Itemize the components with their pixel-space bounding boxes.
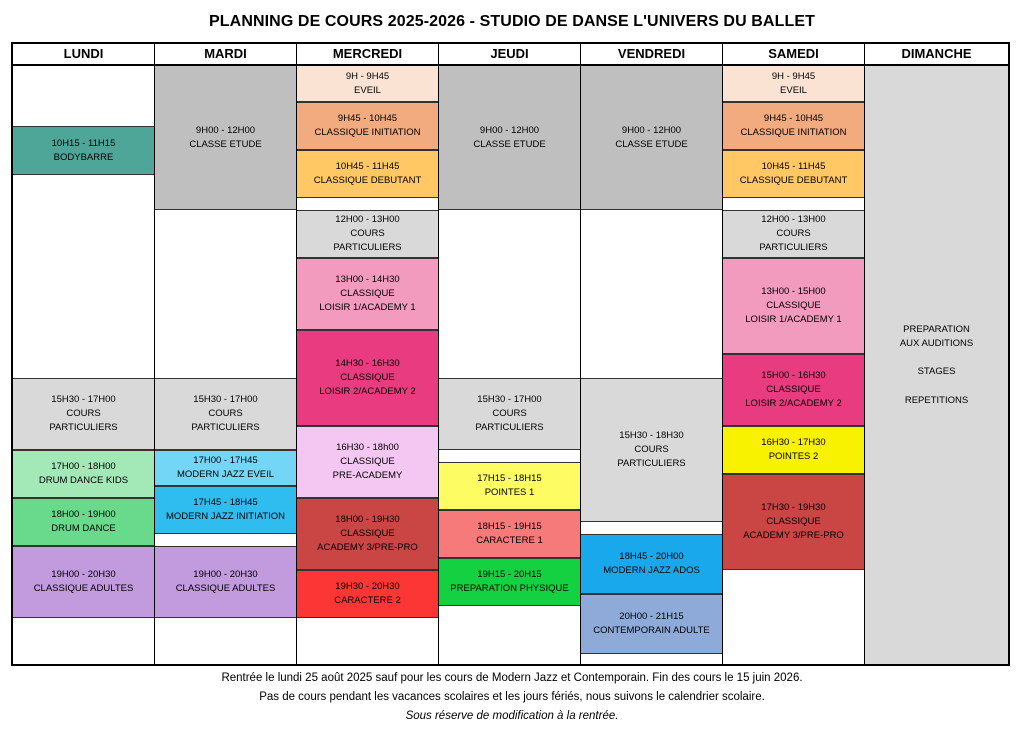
class-block — [297, 330, 438, 426]
column-mardi — [155, 44, 297, 664]
sunday-block — [865, 66, 1008, 664]
class-time: 9H45 - 10H45 — [337, 113, 398, 124]
class-name: CARACTERE 2 — [334, 595, 401, 606]
class-name: COURS PARTICULIERS — [49, 408, 118, 433]
class-block — [723, 66, 864, 102]
class-block — [723, 426, 864, 474]
class-time: 9H45 - 10H45 — [763, 113, 824, 124]
class-name: CONTEMPORAIN ADULTE — [593, 625, 710, 636]
class-block — [723, 210, 864, 258]
footer-line: Pas de cours pendant les vacances scolaires et les jours fériés, nous suivons le calendrier scolaire. — [259, 691, 765, 703]
class-block — [439, 66, 580, 210]
class-name: DRUM DANCE — [51, 523, 116, 534]
class-time: 13H00 - 14H30 — [335, 274, 400, 285]
day-header-dimanche: DIMANCHE — [865, 44, 1008, 66]
column-mercredi — [297, 44, 439, 664]
class-name: CLASSIQUE DEBUTANT — [313, 175, 422, 186]
class-block — [155, 66, 296, 210]
column-jeudi — [439, 44, 581, 664]
class-name: EVEIL — [354, 84, 381, 96]
class-name: CLASSIQUE DEBUTANT — [739, 175, 848, 186]
class-time: 19H00 - 20H30 — [193, 569, 258, 580]
class-block — [581, 66, 722, 210]
class-name: CLASSIQUE LOISIR 2/ACADEMY 2 — [745, 384, 842, 409]
class-block — [297, 570, 438, 618]
day-header-mardi: MARDI — [155, 44, 296, 66]
class-block — [723, 474, 864, 570]
class-time: 9H - 9H45 — [771, 70, 816, 82]
class-time: 10H15 - 11H15 — [51, 137, 116, 149]
class-time: 12H00 - 13H00 — [761, 214, 826, 225]
class-name: CLASSE ETUDE — [473, 138, 546, 150]
class-block — [13, 546, 154, 618]
class-time: 15H30 - 18H30 — [619, 430, 684, 441]
sunday-line: AUX AUDITIONS — [899, 338, 974, 349]
class-block — [723, 102, 864, 150]
class-name: CLASSE ETUDE — [189, 138, 262, 150]
class-name: MODERN JAZZ EVEIL — [176, 469, 275, 480]
class-block — [439, 462, 580, 510]
class-block — [13, 450, 154, 498]
class-time: 9H00 - 12H00 — [621, 124, 682, 136]
page-title: PLANNING DE COURS 2025-2026 - STUDIO DE DANSE L'UNIVERS DU BALLET — [209, 13, 815, 30]
column-lundi — [13, 44, 155, 664]
class-time: 17H30 - 19H30 — [761, 502, 826, 513]
column-vendredi — [581, 44, 723, 664]
class-block — [155, 486, 296, 534]
class-block — [297, 210, 438, 258]
class-block — [155, 378, 296, 450]
class-time: 18H00 - 19H30 — [335, 514, 400, 525]
class-time: 18H00 - 19H00 — [51, 509, 116, 520]
class-name: DRUM DANCE KIDS — [38, 475, 129, 486]
class-time: 18H15 - 19H15 — [477, 521, 542, 532]
class-block — [297, 426, 438, 498]
class-name: CLASSIQUE ACADEMY 3/PRE-PRO — [743, 516, 844, 541]
footer-line: Rentrée le lundi 25 août 2025 sauf pour les cours de Modern Jazz et Contemporain. Fin des cours le 15 juin 2026. — [221, 672, 803, 684]
class-block — [297, 498, 438, 570]
class-block — [297, 66, 438, 102]
class-time: 19H30 - 20H30 — [335, 581, 400, 592]
class-time: 15H00 - 16H30 — [761, 370, 826, 381]
class-name: MODERN JAZZ INITIATION — [165, 511, 286, 522]
day-header-lundi: LUNDI — [13, 44, 154, 66]
class-name: CLASSIQUE INITIATION — [314, 127, 421, 138]
class-name: CLASSIQUE LOISIR 1/ACADEMY 1 — [745, 300, 842, 325]
class-time: 9H00 - 12H00 — [479, 124, 540, 136]
class-time: 10H45 - 11H45 — [761, 161, 826, 172]
class-time: 14H30 - 16H30 — [335, 358, 400, 369]
class-name: COURS PARTICULIERS — [191, 408, 260, 433]
class-name: CLASSIQUE INITIATION — [740, 127, 847, 138]
class-block — [581, 378, 722, 522]
class-name: CLASSIQUE PRE-ACADEMY — [332, 456, 403, 481]
class-block — [297, 102, 438, 150]
class-name: EVEIL — [780, 84, 807, 96]
class-name: CLASSIQUE LOISIR 2/ACADEMY 2 — [319, 372, 416, 397]
class-time: 15H30 - 17H00 — [51, 394, 116, 405]
class-time: 10H45 - 11H45 — [335, 161, 400, 172]
column-dimanche — [865, 44, 1008, 664]
class-time: 18H45 - 20H00 — [619, 551, 684, 562]
class-time: 19H00 - 20H30 — [51, 569, 116, 580]
day-header-mercredi: MERCREDI — [297, 44, 438, 66]
class-time: 12H00 - 13H00 — [335, 214, 400, 225]
class-name: COURS PARTICULIERS — [759, 228, 828, 253]
day-header-jeudi: JEUDI — [439, 44, 580, 66]
class-name: BODYBARRE — [53, 151, 114, 163]
class-block — [297, 258, 438, 330]
class-block — [439, 510, 580, 558]
class-block — [439, 378, 580, 450]
class-time: 20H00 - 21H15 — [619, 611, 684, 622]
footer-note: Sous réserve de modification à la rentrée. — [405, 710, 619, 722]
class-block — [13, 498, 154, 546]
class-name: CLASSIQUE ACADEMY 3/PRE-PRO — [317, 528, 418, 553]
class-time: 9H00 - 12H00 — [195, 124, 256, 136]
class-block — [581, 594, 722, 654]
day-header-vendredi: VENDREDI — [581, 44, 722, 66]
class-time: 16H30 - 18h00 — [336, 442, 399, 453]
class-block — [723, 258, 864, 354]
sunday-line: STAGES — [917, 366, 956, 377]
class-name: PREPARATION PHYSIQUE — [450, 583, 569, 594]
class-block — [439, 558, 580, 606]
class-time: 13H00 - 15H00 — [761, 286, 826, 297]
class-time: 17H15 - 18H15 — [477, 473, 542, 484]
column-samedi — [723, 44, 865, 664]
class-block — [155, 450, 296, 486]
class-block — [297, 150, 438, 198]
class-name: COURS PARTICULIERS — [333, 228, 402, 253]
class-block — [581, 534, 722, 594]
class-name: CLASSIQUE ADULTES — [175, 583, 276, 594]
class-time: 15H30 - 17H00 — [477, 394, 542, 405]
class-time: 17H00 - 18H00 — [51, 461, 116, 472]
schedule-grid — [11, 42, 1010, 666]
class-block — [13, 126, 154, 175]
sunday-line: REPETITIONS — [904, 395, 969, 406]
day-header-samedi: SAMEDI — [723, 44, 864, 66]
class-name: CLASSIQUE LOISIR 1/ACADEMY 1 — [319, 288, 416, 313]
class-time: 9H - 9H45 — [345, 70, 390, 82]
class-time: 17H45 - 18H45 — [193, 497, 258, 508]
class-block — [13, 378, 154, 450]
class-block — [723, 150, 864, 198]
class-time: 17H00 - 17H45 — [193, 455, 258, 466]
class-block — [723, 354, 864, 426]
class-block — [155, 546, 296, 618]
class-name: MODERN JAZZ ADOS — [603, 565, 700, 576]
class-time: 16H30 - 17H30 — [761, 437, 826, 448]
class-time: 19H15 - 20H15 — [477, 569, 542, 580]
class-name: POINTES 1 — [484, 487, 535, 498]
class-name: CARACTERE 1 — [476, 535, 543, 546]
class-name: COURS PARTICULIERS — [475, 408, 544, 433]
class-name: COURS PARTICULIERS — [617, 444, 686, 469]
class-name: CLASSIQUE ADULTES — [33, 583, 134, 594]
class-name: POINTES 2 — [768, 451, 819, 462]
class-time: 15H30 - 17H00 — [193, 394, 258, 405]
sunday-line: PREPARATION — [903, 324, 970, 335]
class-name: CLASSE ETUDE — [615, 138, 688, 150]
